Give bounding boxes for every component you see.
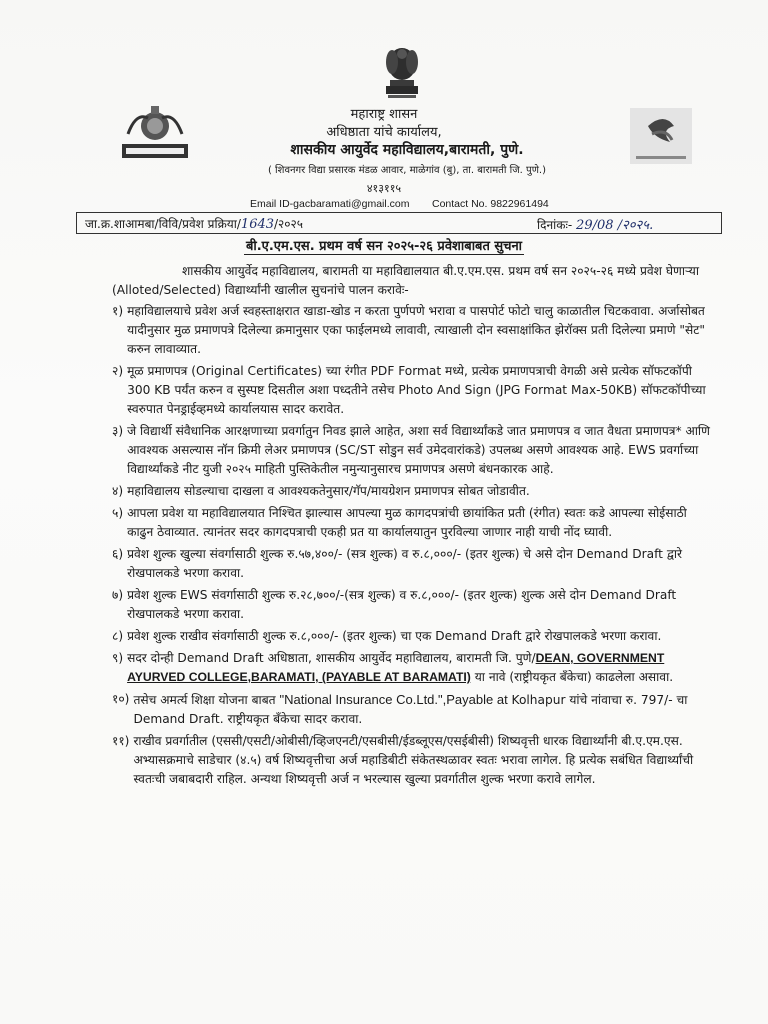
instruction-item: ७) प्रवेश शुल्क EWS संवर्गासाठी शुल्क रु.२८,७००/-(सत्र शुल्क) व रु.८,०००/- (इतर शुल्क) शुल्क असे दोन Demand Draft रोखपालकडे भरणा करावा. bbox=[112, 588, 677, 621]
notice-subject: बी.ए.एम.एस. प्रथम वर्ष सन २०२५-२६ प्रवेशाबाबत सुचना bbox=[245, 239, 523, 254]
state-emblem-icon bbox=[378, 42, 426, 100]
contact-number: Contact No. 9822961494 bbox=[432, 198, 549, 210]
email-address: Email ID-gacbaramati@gmail.com bbox=[250, 198, 410, 210]
office-name: अधिष्ठाता यांचे कार्यालय, bbox=[326, 125, 442, 140]
instruction-item: ११) राखीव प्रवर्गातील (एससी/एसटी/ओबीसी/व्हिजएनटी/एसबीसी/ईडब्लूएस/एसईबीसी) शिष्यवृत्ती धारक विद्यार्थ्यांनी बी.ए.एम.एस. अभ्यासक्रमाचे साडेचार (४.५) वर्ष शिष्यवृत्तीचा अर्ज महाडिबीटी संकेतस्थळावर स्वतः भरावा लागेल. हि प्रत्येक सबंधित विद्यार्थ्यांची स्वतःची जबाबदारी राहिल. अन्यथा शिष्यवृत्ती अर्ज न भरल्यास खुल्या प्रवर्गातील शुल्क भरणा करावे लागेल. bbox=[112, 734, 694, 786]
notice-intro: शासकीय आयुर्वेद महाविद्यालय, बारामती या महाविद्यालयात बी.ए.एम.एस. प्रथम वर्ष सन २०२५-२६ मध्ये प्रवेश घेणाऱ्या (Alloted/Selected) विद्यार्थ्यांनी खालील सुचनांचे पालन करावेः- bbox=[112, 264, 699, 297]
reference-number bbox=[85, 215, 303, 232]
instruction-item: ९) सदर दोन्ही Demand Draft अधिष्ठाता, शासकीय आयुर्वेद महाविद्यालय, बारामती जि. पुणे/DEAN, GOVERNMENT AYURVED COLLEGE,BARAMATI, (PAYABLE AT BARAMATI) या नावे (राष्ट्रीयकृत बँकेचा) काढलेला असावा. bbox=[112, 651, 674, 684]
reference-year: /२०२५ bbox=[274, 217, 304, 231]
pincode: ४१३११५ bbox=[366, 182, 402, 195]
date-label: दिनांकः- bbox=[537, 218, 573, 232]
notice-body bbox=[112, 262, 712, 792]
instruction-item: ४) महाविद्यालय सोडल्याचा दाखला व आवश्यकतेनुसार/गॅप/मायग्रेशन प्रमाणपत्र सोबत जोडावीत. bbox=[112, 484, 530, 498]
insurance-payee: "National Insurance Co.Ltd.",Payable at bbox=[279, 692, 508, 707]
reference-prefix: जा.क्र.शाआमबा/विवि/प्रवेश प्रक्रिया/ bbox=[85, 217, 241, 231]
date-value: 29/08 /२०२५. bbox=[576, 218, 654, 233]
instruction-item: ८) प्रवेश शुल्क राखीव संवर्गासाठी शुल्क रु.८,०००/- (इतर शुल्क) चा एक Demand Draft द्वारे रोखपालकडे भरणा करावा. bbox=[112, 629, 662, 643]
instruction-item: ६) प्रवेश शुल्क खुल्या संवर्गासाठी शुल्क रु.५७,४००/- (सत्र शुल्क) व रु.८,०००/- (इतर शुल्क) चे असे दोन Demand Draft द्वारे रोखपालकडे भरणा करावा. bbox=[112, 547, 682, 580]
college-address: ( शिवनगर विद्या प्रसारक मंडळ आवार, माळेगांव (बु), ता. बारामती जि. पुणे.) bbox=[267, 165, 547, 176]
college-name: शासकीय आयुर्वेद महाविद्यालय,बारामती, पुणे. bbox=[290, 142, 524, 158]
instruction-item: २) मूळ प्रमाणपत्र (Original Certificates) च्या रंगीत PDF Format मध्ये, प्रत्येक प्रमाणपत्राची वेगळी असे प्रत्येक सॉफटकॉपी 300 KB पर्यंत करुन व सुस्पष्ट दिसतील अशा पध्दतीने तसेच Photo And Sign (JPG Format Max-50KB) सॉफटकॉपीच्या स्वरुपात पेनड्राईव्हमध्ये कार्यालयास सादर करावेत. bbox=[112, 364, 706, 416]
instruction-item: १) महाविद्यालयाचे प्रवेश अर्ज स्वहस्ताक्षरात खाडा-खोड न करता पुर्णपणे भरावा व पासपोर्ट फोटो चालु काळातील चिटकवावा. अर्जासोबत यादीनुसार मुळ प्रमाणपत्रे दिलेल्या क्रमानुसार एका फाईलमध्ये लावावी, त्याखाली दोन स्वसाक्षांकित झेरॉक्स प्रती दिलेल्या प्रमाणे "सेट" करुन लावाव्यात. bbox=[112, 304, 706, 356]
reference-box bbox=[76, 212, 722, 234]
reference-handwritten-number: 1643 bbox=[240, 217, 275, 232]
payee-name: DEAN, GOVERNMENT AYURVED COLLEGE,BARAMATI, (PAYABLE AT BARAMATI) bbox=[127, 651, 665, 684]
instruction-item: ३) जे विद्यार्थी संवैधानिक आरक्षणाच्या प्रवर्गातुन निवड झाले आहेत, अशा सर्व विद्यार्थ्यांकडे जात प्रमाणपत्र व जात वैधता प्रमाणपत्र* आणि आवश्यक असल्यास नॉन क्रिमी लेअर प्रमाणपत्र (SC/ST सोडुन सर्व उमेदवारांकडे) उपलब्ध असणे आवश्यक आहे. EWS प्रवर्गाच्या विद्यार्थ्यांकडे नीट युजी २०२५ माहिती पुस्तिकेतील नमुन्यानुसारच प्रमाणपत्र असणे बंधनकारक आहे. bbox=[112, 424, 710, 476]
instruction-item: ५) आपला प्रवेश या महाविद्यालयात निश्चित झाल्यास आपल्या मुळ कागदपत्रांची छायांकित प्रती (रंगीत) स्वतः कडे आपल्या सोईसाठी काढुन ठेवाव्यात. त्यानंतर सदर कागदपत्राची एकही प्रत या कार्यालयातुन पुरविल्या जाणार नाही याची नोंद घ्यावी. bbox=[112, 506, 687, 539]
reference-date bbox=[537, 215, 653, 233]
instruction-item: १०) तसेच अमर्त्य शिक्षा योजना बाबत "National Insurance Co.Ltd.",Payable at Kolhapur यांचे नांवाचा रु. 797/- चा Demand Draft. राष्ट्रीयकृत बँकेचा सादर करावा. bbox=[112, 692, 688, 726]
government-name: महाराष्ट्र शासन bbox=[350, 107, 418, 122]
